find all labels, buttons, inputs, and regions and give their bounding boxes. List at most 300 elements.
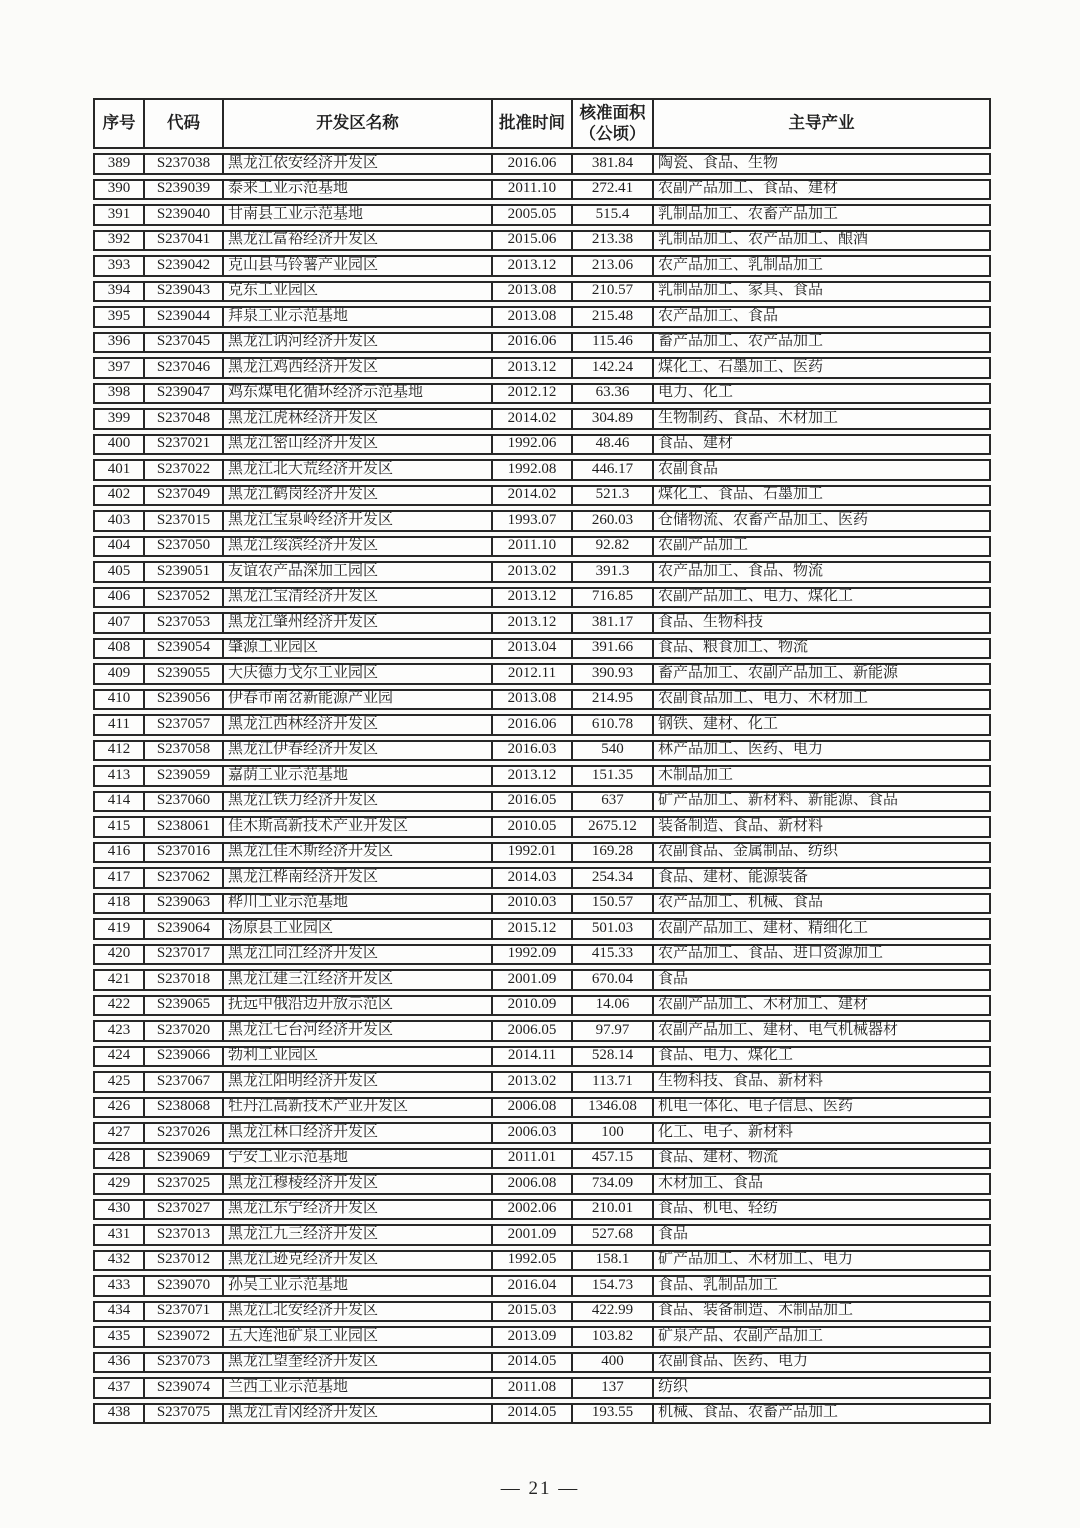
row-seq: 421 (93, 969, 143, 991)
row-zone-name: 黑龙江建三江经济开发区 (222, 969, 491, 991)
row-code: S237052 (143, 587, 222, 609)
row-code: S237058 (143, 740, 222, 762)
table-row (93, 1046, 991, 1068)
row-approval-date: 2013.08 (491, 306, 571, 328)
row-industries: 农副产品加工、建材、电气机械器材 (652, 1020, 991, 1042)
row-industries: 农副食品、医药、电力 (652, 1352, 991, 1374)
row-seq: 393 (93, 255, 143, 277)
row-industries: 仓储物流、农畜产品加工、医药 (652, 510, 991, 532)
row-zone-name: 友谊农产品深加工园区 (222, 561, 491, 583)
row-industries: 农副产品加工、木材加工、建材 (652, 995, 991, 1017)
row-industries: 煤化工、食品、石墨加工 (652, 485, 991, 507)
row-approval-date: 2013.12 (491, 612, 571, 634)
row-code: S237022 (143, 459, 222, 481)
row-code: S237013 (143, 1224, 222, 1246)
row-approved-area: 210.01 (571, 1199, 652, 1221)
row-code: S237067 (143, 1071, 222, 1093)
row-zone-name: 黑龙江肇州经济开发区 (222, 612, 491, 634)
row-seq: 411 (93, 714, 143, 736)
row-approved-area: 210.57 (571, 281, 652, 303)
row-approval-date: 1992.06 (491, 434, 571, 456)
table-row (93, 867, 991, 889)
row-approved-area: 422.99 (571, 1301, 652, 1323)
row-code: S239055 (143, 663, 222, 685)
table-row (93, 281, 991, 303)
row-code: S237012 (143, 1250, 222, 1272)
table-row (93, 740, 991, 762)
row-approved-area: 193.55 (571, 1403, 652, 1425)
row-code: S239044 (143, 306, 222, 328)
table-row (93, 1199, 991, 1221)
row-approval-date: 2013.08 (491, 281, 571, 303)
row-code: S237026 (143, 1122, 222, 1144)
row-code: S237021 (143, 434, 222, 456)
table-row (93, 1173, 991, 1195)
row-zone-name: 黑龙江北安经济开发区 (222, 1301, 491, 1323)
row-approval-date: 2001.09 (491, 1224, 571, 1246)
row-approval-date: 2006.08 (491, 1097, 571, 1119)
row-zone-name: 黑龙江伊春经济开发区 (222, 740, 491, 762)
row-code: S239064 (143, 918, 222, 940)
row-code: S237049 (143, 485, 222, 507)
row-code: S239043 (143, 281, 222, 303)
row-approval-date: 1992.05 (491, 1250, 571, 1272)
row-approval-date: 2013.08 (491, 689, 571, 711)
row-seq: 420 (93, 944, 143, 966)
row-approved-area: 528.14 (571, 1046, 652, 1068)
row-code: S237071 (143, 1301, 222, 1323)
row-code: S239074 (143, 1377, 222, 1399)
row-approval-date: 2006.03 (491, 1122, 571, 1144)
row-industries: 食品、建材、物流 (652, 1148, 991, 1170)
row-seq: 396 (93, 332, 143, 354)
row-industries: 农副食品 (652, 459, 991, 481)
row-seq: 403 (93, 510, 143, 532)
row-zone-name: 黑龙江北大荒经济开发区 (222, 459, 491, 481)
row-seq: 427 (93, 1122, 143, 1144)
page-number: — 21 — (500, 1478, 580, 1499)
row-code: S237020 (143, 1020, 222, 1042)
row-seq: 401 (93, 459, 143, 481)
row-zone-name: 鸡东煤电化循环经济示范基地 (222, 383, 491, 405)
row-industries: 陶瓷、食品、生物 (652, 153, 991, 175)
row-industries: 农副产品加工、食品、建材 (652, 179, 991, 201)
row-industries: 食品 (652, 1224, 991, 1246)
row-zone-name: 五大连池矿泉工业园区 (222, 1326, 491, 1348)
row-approval-date: 2013.04 (491, 638, 571, 660)
row-zone-name: 肇源工业园区 (222, 638, 491, 660)
header-approved-area: 核准面积 （公顷） (571, 98, 652, 149)
row-seq: 424 (93, 1046, 143, 1068)
row-code: S237050 (143, 536, 222, 558)
row-approval-date: 2016.05 (491, 791, 571, 813)
row-industries: 机电一体化、电子信息、医药 (652, 1097, 991, 1119)
row-code: S237041 (143, 230, 222, 252)
row-code: S237015 (143, 510, 222, 532)
table-row (93, 1148, 991, 1170)
row-approved-area: 113.71 (571, 1071, 652, 1093)
table-row (93, 1377, 991, 1399)
row-approved-area: 521.3 (571, 485, 652, 507)
table-row (93, 944, 991, 966)
row-code: S237027 (143, 1199, 222, 1221)
row-approved-area: 610.78 (571, 714, 652, 736)
table-row (93, 383, 991, 405)
row-code: S237038 (143, 153, 222, 175)
row-industries: 食品、建材 (652, 434, 991, 456)
row-industries: 乳制品加工、农产品加工、酿酒 (652, 230, 991, 252)
row-seq: 433 (93, 1275, 143, 1297)
row-approval-date: 2015.12 (491, 918, 571, 940)
row-code: S237017 (143, 944, 222, 966)
table-row (93, 1275, 991, 1297)
table-row (93, 663, 991, 685)
table-row (93, 408, 991, 430)
row-approved-area: 400 (571, 1352, 652, 1374)
row-approved-area: 391.3 (571, 561, 652, 583)
row-industries: 矿泉产品、农副产品加工 (652, 1326, 991, 1348)
row-code: S239042 (143, 255, 222, 277)
row-seq: 405 (93, 561, 143, 583)
table-row (93, 638, 991, 660)
row-approved-area: 100 (571, 1122, 652, 1144)
row-seq: 438 (93, 1403, 143, 1425)
table-row (93, 893, 991, 915)
row-zone-name: 佳木斯高新技术产业开发区 (222, 816, 491, 838)
header-approval-date: 批准时间 (491, 98, 571, 149)
table-row (93, 714, 991, 736)
row-code: S237057 (143, 714, 222, 736)
row-code: S237062 (143, 867, 222, 889)
row-seq: 422 (93, 995, 143, 1017)
row-zone-name: 黑龙江望奎经济开发区 (222, 1352, 491, 1374)
row-approved-area: 637 (571, 791, 652, 813)
row-seq: 437 (93, 1377, 143, 1399)
row-seq: 394 (93, 281, 143, 303)
row-zone-name: 克东工业园区 (222, 281, 491, 303)
row-approval-date: 1993.07 (491, 510, 571, 532)
row-zone-name: 黑龙江同江经济开发区 (222, 944, 491, 966)
row-industries: 农产品加工、乳制品加工 (652, 255, 991, 277)
row-seq: 399 (93, 408, 143, 430)
row-approval-date: 2013.12 (491, 587, 571, 609)
row-approval-date: 2014.02 (491, 485, 571, 507)
row-zone-name: 甘南县工业示范基地 (222, 204, 491, 226)
row-code: S237025 (143, 1173, 222, 1195)
table-row (93, 842, 991, 864)
row-approval-date: 2014.05 (491, 1352, 571, 1374)
row-approved-area: 540 (571, 740, 652, 762)
row-approved-area: 115.46 (571, 332, 652, 354)
row-approved-area: 14.06 (571, 995, 652, 1017)
row-code: S239069 (143, 1148, 222, 1170)
row-code: S237018 (143, 969, 222, 991)
table-row (93, 459, 991, 481)
row-seq: 435 (93, 1326, 143, 1348)
row-industries: 煤化工、石墨加工、医药 (652, 357, 991, 379)
row-industries: 食品、建材、能源装备 (652, 867, 991, 889)
table-row (93, 179, 991, 201)
row-zone-name: 黑龙江绥滨经济开发区 (222, 536, 491, 558)
row-zone-name: 孙吴工业示范基地 (222, 1275, 491, 1297)
row-seq: 412 (93, 740, 143, 762)
row-zone-name: 嘉荫工业示范基地 (222, 765, 491, 787)
row-zone-name: 牡丹江高新技术产业开发区 (222, 1097, 491, 1119)
table-row (93, 995, 991, 1017)
row-approval-date: 2016.06 (491, 332, 571, 354)
row-zone-name: 桦川工业示范基地 (222, 893, 491, 915)
row-zone-name: 黑龙江鸡西经济开发区 (222, 357, 491, 379)
row-industries: 乳制品加工、农畜产品加工 (652, 204, 991, 226)
row-seq: 410 (93, 689, 143, 711)
row-industries: 机械、食品、农畜产品加工 (652, 1403, 991, 1425)
row-seq: 419 (93, 918, 143, 940)
row-zone-name: 黑龙江宝泉岭经济开发区 (222, 510, 491, 532)
table-row (93, 1250, 991, 1272)
row-code: S239056 (143, 689, 222, 711)
row-code: S239065 (143, 995, 222, 1017)
row-seq: 436 (93, 1352, 143, 1374)
row-approval-date: 2006.05 (491, 1020, 571, 1042)
table-row (93, 1071, 991, 1093)
row-approved-area: 169.28 (571, 842, 652, 864)
row-seq: 432 (93, 1250, 143, 1272)
row-approved-area: 670.04 (571, 969, 652, 991)
row-industries: 农产品加工、机械、食品 (652, 893, 991, 915)
row-code: S239051 (143, 561, 222, 583)
row-code: S239047 (143, 383, 222, 405)
row-zone-name: 黑龙江佳木斯经济开发区 (222, 842, 491, 864)
table-row (93, 332, 991, 354)
row-seq: 392 (93, 230, 143, 252)
row-zone-name: 黑龙江逊克经济开发区 (222, 1250, 491, 1272)
row-approved-area: 92.82 (571, 536, 652, 558)
row-approved-area: 304.89 (571, 408, 652, 430)
row-industries: 食品、装备制造、木制品加工 (652, 1301, 991, 1323)
row-approval-date: 2014.05 (491, 1403, 571, 1425)
row-zone-name: 黑龙江宝清经济开发区 (222, 587, 491, 609)
row-zone-name: 黑龙江鹤岗经济开发区 (222, 485, 491, 507)
row-zone-name: 黑龙江富裕经济开发区 (222, 230, 491, 252)
row-zone-name: 泰来工业示范基地 (222, 179, 491, 201)
row-approved-area: 97.97 (571, 1020, 652, 1042)
row-code: S237048 (143, 408, 222, 430)
row-seq: 406 (93, 587, 143, 609)
row-approved-area: 137 (571, 1377, 652, 1399)
row-zone-name: 黑龙江西林经济开发区 (222, 714, 491, 736)
row-zone-name: 黑龙江桦南经济开发区 (222, 867, 491, 889)
row-industries: 农副产品加工、建材、精细化工 (652, 918, 991, 940)
row-zone-name: 黑龙江阳明经济开发区 (222, 1071, 491, 1093)
row-seq: 409 (93, 663, 143, 685)
row-zone-name: 克山县马铃薯产业园区 (222, 255, 491, 277)
row-approved-area: 527.68 (571, 1224, 652, 1246)
row-approval-date: 2015.06 (491, 230, 571, 252)
row-approved-area: 381.84 (571, 153, 652, 175)
row-zone-name: 黑龙江讷河经济开发区 (222, 332, 491, 354)
row-industries: 畜产品加工、农产品加工 (652, 332, 991, 354)
header-industries: 主导产业 (652, 98, 991, 149)
row-approved-area: 213.38 (571, 230, 652, 252)
row-approval-date: 1992.09 (491, 944, 571, 966)
row-industries: 林产品加工、医药、电力 (652, 740, 991, 762)
row-industries: 矿产品加工、木材加工、电力 (652, 1250, 991, 1272)
row-approval-date: 1992.08 (491, 459, 571, 481)
row-industries: 食品、粮食加工、物流 (652, 638, 991, 660)
table-body (93, 153, 991, 1424)
table-row (93, 689, 991, 711)
row-seq: 400 (93, 434, 143, 456)
row-industries: 农副产品加工 (652, 536, 991, 558)
row-approved-area: 48.46 (571, 434, 652, 456)
row-approved-area: 213.06 (571, 255, 652, 277)
row-industries: 化工、电子、新材料 (652, 1122, 991, 1144)
header-code: 代码 (143, 98, 222, 149)
row-approved-area: 63.36 (571, 383, 652, 405)
row-approval-date: 2013.12 (491, 765, 571, 787)
row-approved-area: 215.48 (571, 306, 652, 328)
row-approval-date: 2013.12 (491, 255, 571, 277)
row-code: S237045 (143, 332, 222, 354)
row-code: S237075 (143, 1403, 222, 1425)
row-zone-name: 黑龙江东宁经济开发区 (222, 1199, 491, 1221)
row-approval-date: 2016.06 (491, 714, 571, 736)
row-code: S238068 (143, 1097, 222, 1119)
row-approval-date: 2011.01 (491, 1148, 571, 1170)
table-row (93, 230, 991, 252)
row-seq: 431 (93, 1224, 143, 1246)
row-seq: 425 (93, 1071, 143, 1093)
row-approval-date: 2016.06 (491, 153, 571, 175)
table-row (93, 153, 991, 175)
table-row (93, 816, 991, 838)
row-approved-area: 154.73 (571, 1275, 652, 1297)
row-approval-date: 1992.01 (491, 842, 571, 864)
row-seq: 413 (93, 765, 143, 787)
row-industries: 畜产品加工、农副产品加工、新能源 (652, 663, 991, 685)
row-code: S237016 (143, 842, 222, 864)
row-approved-area: 446.17 (571, 459, 652, 481)
row-approval-date: 2010.09 (491, 995, 571, 1017)
table-row (93, 1224, 991, 1246)
row-approved-area: 272.41 (571, 179, 652, 201)
row-approved-area: 214.95 (571, 689, 652, 711)
row-seq: 397 (93, 357, 143, 379)
row-code: S239039 (143, 179, 222, 201)
row-seq: 395 (93, 306, 143, 328)
table-row (93, 1326, 991, 1348)
row-approved-area: 391.66 (571, 638, 652, 660)
row-approved-area: 103.82 (571, 1326, 652, 1348)
table-row (93, 1122, 991, 1144)
table-row (93, 587, 991, 609)
row-zone-name: 抚远中俄沿边开放示范区 (222, 995, 491, 1017)
row-industries: 木制品加工 (652, 765, 991, 787)
table-row (93, 1403, 991, 1425)
row-approval-date: 2013.09 (491, 1326, 571, 1348)
row-approved-area: 734.09 (571, 1173, 652, 1195)
row-approved-area: 515.4 (571, 204, 652, 226)
row-approval-date: 2014.02 (491, 408, 571, 430)
row-industries: 农副食品加工、电力、木材加工 (652, 689, 991, 711)
row-approved-area: 1346.08 (571, 1097, 652, 1119)
row-industries: 木材加工、食品 (652, 1173, 991, 1195)
development-zones-table (93, 94, 991, 1428)
row-code: S237060 (143, 791, 222, 813)
row-zone-name: 黑龙江依安经济开发区 (222, 153, 491, 175)
row-zone-name: 黑龙江青冈经济开发区 (222, 1403, 491, 1425)
row-seq: 407 (93, 612, 143, 634)
row-code: S238061 (143, 816, 222, 838)
row-seq: 390 (93, 179, 143, 201)
row-code: S239040 (143, 204, 222, 226)
row-approval-date: 2002.06 (491, 1199, 571, 1221)
row-approval-date: 2006.08 (491, 1173, 571, 1195)
row-approval-date: 2016.04 (491, 1275, 571, 1297)
row-industries: 钢铁、建材、化工 (652, 714, 991, 736)
row-industries: 装备制造、食品、新材料 (652, 816, 991, 838)
row-zone-name: 黑龙江七台河经济开发区 (222, 1020, 491, 1042)
row-approved-area: 151.35 (571, 765, 652, 787)
row-zone-name: 勃利工业园区 (222, 1046, 491, 1068)
table-row (93, 306, 991, 328)
row-approved-area: 457.15 (571, 1148, 652, 1170)
row-code: S239072 (143, 1326, 222, 1348)
row-code: S239054 (143, 638, 222, 660)
row-industries: 农副食品、金属制品、纺织 (652, 842, 991, 864)
row-approved-area: 158.1 (571, 1250, 652, 1272)
row-industries: 食品、生物科技 (652, 612, 991, 634)
row-zone-name: 宁安工业示范基地 (222, 1148, 491, 1170)
row-seq: 423 (93, 1020, 143, 1042)
row-approved-area: 142.24 (571, 357, 652, 379)
row-approval-date: 2013.12 (491, 357, 571, 379)
row-code: S239070 (143, 1275, 222, 1297)
row-seq: 391 (93, 204, 143, 226)
table-row (93, 561, 991, 583)
row-approved-area: 415.33 (571, 944, 652, 966)
row-approval-date: 2011.10 (491, 179, 571, 201)
row-approval-date: 2010.03 (491, 893, 571, 915)
row-industries: 食品、电力、煤化工 (652, 1046, 991, 1068)
row-industries: 矿产品加工、新材料、新能源、食品 (652, 791, 991, 813)
table-row (93, 791, 991, 813)
row-seq: 398 (93, 383, 143, 405)
row-code: S239066 (143, 1046, 222, 1068)
row-industries: 农产品加工、食品 (652, 306, 991, 328)
header-zone-name: 开发区名称 (222, 98, 491, 149)
row-approval-date: 2001.09 (491, 969, 571, 991)
row-seq: 429 (93, 1173, 143, 1195)
row-seq: 430 (93, 1199, 143, 1221)
row-seq: 416 (93, 842, 143, 864)
row-code: S239063 (143, 893, 222, 915)
table-row (93, 969, 991, 991)
row-seq: 426 (93, 1097, 143, 1119)
row-seq: 428 (93, 1148, 143, 1170)
row-approval-date: 2011.10 (491, 536, 571, 558)
row-zone-name: 大庆德力戈尔工业园区 (222, 663, 491, 685)
row-approval-date: 2012.11 (491, 663, 571, 685)
table-row (93, 204, 991, 226)
row-approved-area: 260.03 (571, 510, 652, 532)
row-approval-date: 2013.02 (491, 1071, 571, 1093)
row-zone-name: 伊春市南岔新能源产业园 (222, 689, 491, 711)
table-row (93, 1097, 991, 1119)
row-approval-date: 2011.08 (491, 1377, 571, 1399)
row-approved-area: 716.85 (571, 587, 652, 609)
row-approval-date: 2010.05 (491, 816, 571, 838)
